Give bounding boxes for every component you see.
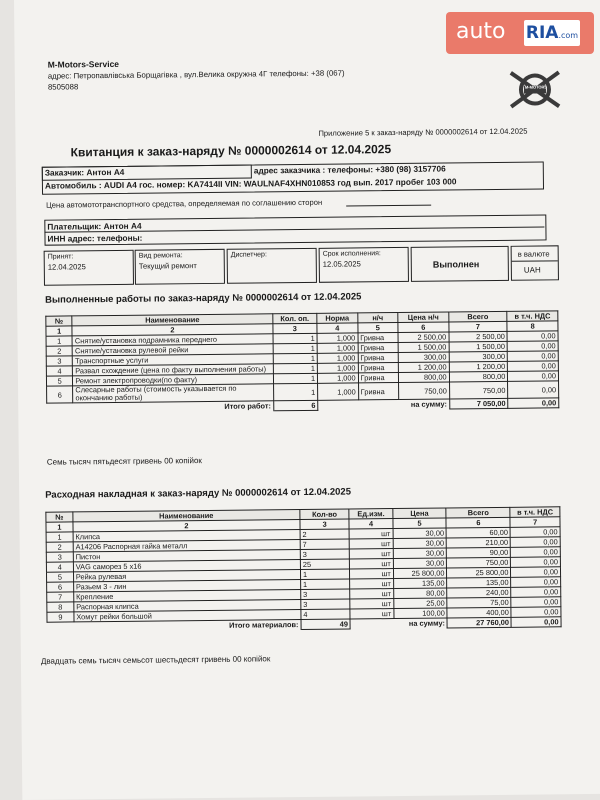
- table-row: 3 Транспортные услуги 1 1,000 Гривна 300,00 300,00 0,00: [46, 351, 558, 366]
- appendix-note: Приложение 5 к заказ-наряду № 0000002614 от 12.04.2025: [318, 126, 528, 138]
- materials-total-words: Двадцать семь тысяч семьсот шестьдесят гривень 00 копійок: [40, 654, 271, 666]
- currency-box: [511, 245, 559, 281]
- works-table: [45, 310, 559, 413]
- materials-col-vat: в т.ч. НДС: [510, 507, 560, 518]
- car-info: Автомобиль : AUDI A4 гос. номер: KA7414II VIN: WAULNAF4XHN010853 год вып. 2017 пробег 103 000: [44, 176, 457, 191]
- works-colnum-row: 1 2 3 4 5 6 7 8: [46, 321, 558, 336]
- table-row: 9 Хомут рейки большой 4 шт 100,00 400,00 0,00: [47, 607, 561, 622]
- receipt-sheet: [14, 0, 600, 800]
- table-row: 5 Рейка рулевая 1 шт 25 800,00 25 800,00 0,00: [46, 567, 560, 582]
- company-address: адрес: Петропавлівська Борщагівка , вул.Велика окружна 4Г телефоны: +38 (067): [47, 68, 345, 81]
- status-value: Выполнен: [432, 259, 480, 270]
- works-col-rate: Цена н/ч: [398, 312, 449, 323]
- materials-col-unit: Ед.изм.: [349, 509, 392, 519]
- table-row: 5 Ремонт электропроводки(по факту) 1 1,000 Гривна 800,00 800,00 0,00: [46, 371, 558, 386]
- repair-type-box: [135, 249, 225, 285]
- table-row: 1 Снятие/установка подрамника переднего 1 1,000 Гривна 2 500,00 2 500,00 0,00: [46, 331, 558, 346]
- materials-col-num: №: [46, 512, 73, 522]
- works-col-qty: Кол. оп.: [272, 313, 317, 323]
- table-row: 7 Крепление 3 шт 80,00 240,00 0,00: [47, 587, 561, 602]
- customer-address-phone: адрес заказчика : телефоны: +380 (98) 3157706: [253, 163, 446, 176]
- table-row: 6 Разьем 3 - лин 1 шт 135,00 135,00 0,00: [47, 577, 561, 592]
- table-row: 3 Пистон 3 шт 30,00 90,00 0,00: [46, 547, 560, 562]
- table-row: 2 Снятие/установка рулевой рейки 1 1,000 Гривна 1 500,00 1 500,00 0,00: [46, 341, 558, 356]
- price-blank-line: [346, 205, 431, 207]
- materials-col-price: Цена: [393, 508, 447, 519]
- works-total-label: Итого работ:: [47, 401, 274, 413]
- watermark-auto: auto: [456, 19, 506, 44]
- deadline-box: [319, 247, 409, 283]
- document-title: Квитанция к заказ-наряду № 0000002614 от 12.04.2025: [70, 142, 392, 160]
- table-row: 2 A14206 Распорная гайка металл 7 шт 30,00 210,00 0,00: [46, 537, 560, 552]
- accepted-date: 12.04.2025: [47, 262, 86, 272]
- works-total-words: Семь тысяч пятьдесят гривень 00 копійок: [46, 456, 202, 467]
- materials-sum-label: на сумму:: [408, 618, 446, 629]
- table-row: 1 Клипса 2 шт 30,00 60,00 0,00: [46, 527, 560, 542]
- works-col-num: №: [46, 316, 72, 326]
- repair-type-value: Текущий ремонт: [138, 261, 197, 271]
- table-row: 8 Распорная клипса 3 шт 25,00 75,00 0,00: [47, 597, 561, 612]
- payer-details: ИНН адрес: телефоны:: [47, 232, 143, 244]
- repair-type-label: Вид ремонта:: [138, 252, 183, 260]
- deadline-date: 12.05.2025: [322, 259, 361, 269]
- works-sum-label: на сумму:: [410, 399, 447, 410]
- autoria-watermark: [446, 12, 594, 54]
- works-col-norm: Норма: [317, 313, 358, 323]
- customer-name: Заказчик: Антон А4: [44, 166, 125, 178]
- company-phone-cont: 8505088: [47, 82, 79, 92]
- dispatcher-box: [227, 248, 317, 284]
- currency-value: UAH: [523, 265, 541, 275]
- works-col-vat: в т.ч. НДС: [507, 311, 558, 322]
- company-name: M-Motors-Service: [47, 58, 120, 70]
- works-col-unit: н/ч: [357, 312, 398, 322]
- dispatcher-label: Диспетчер:: [230, 251, 267, 259]
- materials-heading: Расходная накладная к заказ-наряду № 0000002614 от 12.04.2025: [45, 486, 352, 501]
- materials-colnum-row: 1 2 3 4 5 6 7: [46, 517, 560, 532]
- works-total-qty: 6: [273, 400, 318, 410]
- materials-col-total: Всего: [446, 507, 510, 518]
- accepted-box: [44, 250, 134, 286]
- materials-col-name: Наименование: [73, 510, 300, 522]
- deadline-label: Срок исполнения:: [322, 250, 381, 258]
- materials-total-vat: 0,00: [511, 617, 561, 628]
- materials-table: [45, 506, 561, 632]
- table-row: 4 VAG саморез 5 х16 25 шт 30,00 750,00 0,00: [46, 557, 560, 572]
- works-col-total: Всего: [448, 311, 507, 322]
- accepted-label: Принят:: [47, 253, 74, 261]
- price-agreement: Цена автомототранспортного средства, определяемая по соглашению сторон: [46, 197, 323, 210]
- materials-total-label: Итого материалов:: [47, 620, 301, 633]
- status-box: [411, 246, 509, 282]
- table-row: 4 Развал схождение (цена по факту выполнения работы) 1 1,000 Гривна 1 200,00 1 200,00 0,00: [46, 361, 558, 376]
- watermark-ria: RIA.com: [524, 20, 580, 46]
- materials-col-qty: Кол-во: [300, 509, 350, 520]
- company-logo: [505, 64, 566, 115]
- works-total-vat: 0,00: [508, 398, 559, 409]
- works-col-name: Наименование: [72, 314, 272, 326]
- logo-text: M-MOTORS: [524, 84, 548, 90]
- table-row: 6 Слесарные работы (стоимость указывается по окончанию работы) 1 1,000 Гривна 750,00 750,00 0,00: [47, 381, 559, 403]
- payer-name: Плательщик: Антон А4: [47, 220, 142, 232]
- works-total-sum: 7 050,00: [449, 398, 508, 409]
- materials-total-qty: 49: [301, 619, 351, 630]
- materials-total-sum: 27 760,00: [447, 617, 511, 628]
- currency-label: в валюте: [517, 249, 550, 259]
- works-heading: Выполненные работы по заказ-наряду № 0000002614 от 12.04.2025: [45, 291, 362, 306]
